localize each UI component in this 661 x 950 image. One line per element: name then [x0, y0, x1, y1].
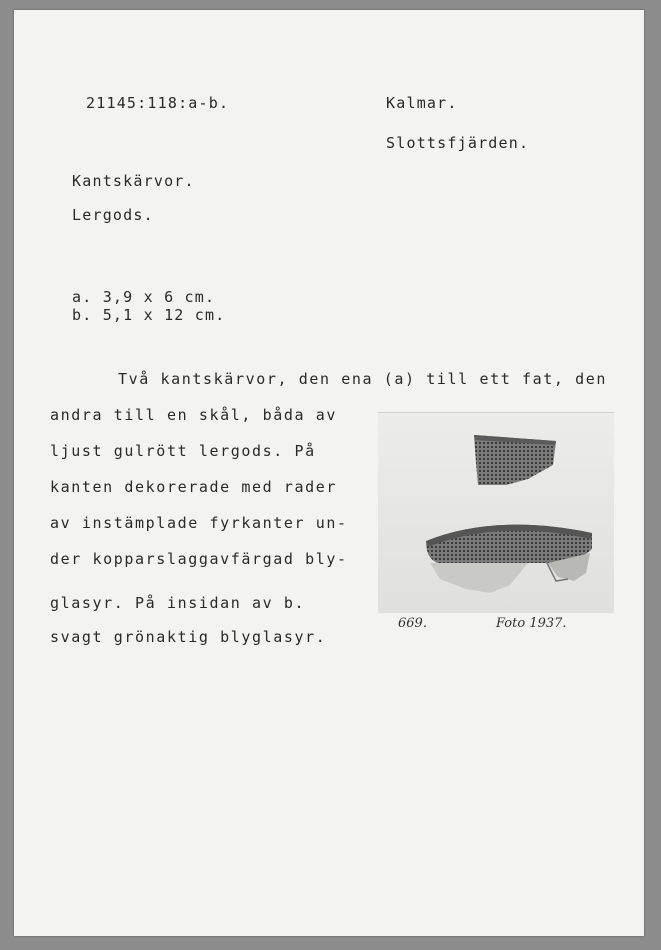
- dimension-a: a. 3,9 x 6 cm.: [72, 288, 216, 306]
- site: Slottsfjärden.: [386, 134, 530, 152]
- pottery-sherds-image: [378, 413, 614, 613]
- material: Lergods.: [72, 206, 154, 224]
- description-line-4: kanten dekorerade med rader: [50, 478, 338, 496]
- description-line-1: Två kantskärvor, den ena (a) till ett fat, den: [118, 370, 608, 388]
- description-line-2: andra till en skål, båda av: [50, 406, 338, 424]
- description-line-6: der kopparslaggavfärgad bly-: [50, 550, 348, 568]
- object-type: Kantskärvor.: [72, 172, 195, 190]
- sherd-photo: [378, 412, 614, 613]
- catalog-number: 21145:118:a-b.: [86, 94, 230, 112]
- dimension-b: b. 5,1 x 12 cm.: [72, 306, 226, 324]
- photo-caption: Foto 1937.: [496, 616, 567, 631]
- photo-number: 669.: [398, 616, 427, 631]
- description-line-7: glasyr. På insidan av b.: [50, 594, 306, 612]
- description-line-8: svagt grönaktig blyglasyr.: [50, 628, 327, 646]
- catalog-card: [14, 10, 644, 936]
- description-line-3: ljust gulrött lergods. På: [50, 442, 316, 460]
- description-line-5: av instämplade fyrkanter un-: [50, 514, 348, 532]
- place: Kalmar.: [386, 94, 458, 112]
